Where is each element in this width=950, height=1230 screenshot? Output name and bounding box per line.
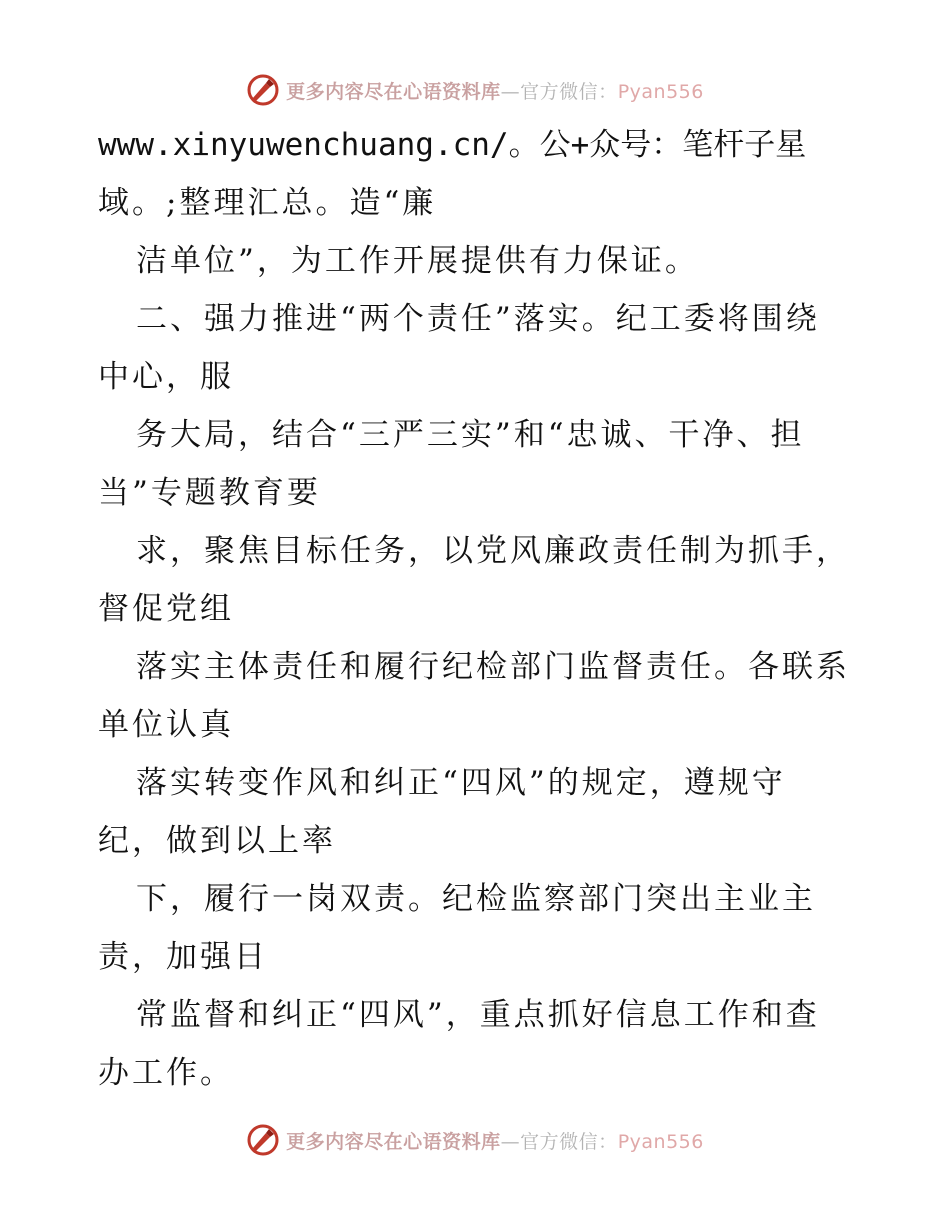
header-watermark-inner — [246, 73, 704, 107]
text-line: 域。;整理汇总。造“廉 — [98, 185, 437, 221]
text-line: 责，加强日 — [98, 939, 268, 975]
pen-logo-icon — [246, 73, 280, 107]
text-line: 求，聚焦目标任务，以党风廉政责任制为抓手， — [136, 533, 850, 569]
text-line: www.xinyuwenchuang.cn/。公+众号：笔杆子星 — [98, 127, 807, 163]
header-watermark-text — [286, 77, 704, 104]
pen-logo-icon — [246, 1123, 280, 1157]
watermark-dash: — — [500, 80, 521, 103]
footer-watermark-text — [286, 1127, 704, 1154]
header-watermark — [0, 70, 950, 110]
watermark-contact-label: 官方微信： — [520, 1130, 618, 1153]
text-line: 单位认真 — [98, 707, 234, 743]
text-line: 当”专题教育要 — [98, 475, 321, 511]
text-line: 常监督和纠正“四风”，重点抓好信息工作和查 — [136, 997, 820, 1033]
text-line: 督促党组 — [98, 591, 234, 627]
document-body — [98, 116, 858, 1102]
footer-watermark — [0, 1120, 950, 1160]
text-line: 办工作。 — [98, 1055, 234, 1091]
text-line: 洁单位”，为工作开展提供有力保证。 — [136, 243, 699, 279]
watermark-main: 更多内容尽在心语资料库 — [286, 1130, 501, 1153]
text-line: 中心，服 — [98, 359, 234, 395]
watermark-handle: Pyan556 — [617, 80, 704, 103]
text-line: 下，履行一岗双责。纪检监察部门突出主业主 — [136, 881, 816, 917]
watermark-contact-label: 官方微信： — [520, 80, 618, 103]
text-line: 落实转变作风和纠正“四风”的规定，遵规守 — [136, 765, 786, 801]
text-line: 二、强力推进“两个责任”落实。纪工委将围绕 — [136, 301, 820, 337]
watermark-main: 更多内容尽在心语资料库 — [286, 80, 501, 103]
watermark-handle: Pyan556 — [617, 1130, 704, 1153]
watermark-dash: — — [500, 1130, 521, 1153]
footer-watermark-inner — [246, 1123, 704, 1157]
text-line: 纪，做到以上率 — [98, 823, 336, 859]
text-line: 务大局，结合“三严三实”和“忠诚、干净、担 — [136, 417, 805, 453]
text-line: 落实主体责任和履行纪检部门监督责任。各联系 — [136, 649, 850, 685]
